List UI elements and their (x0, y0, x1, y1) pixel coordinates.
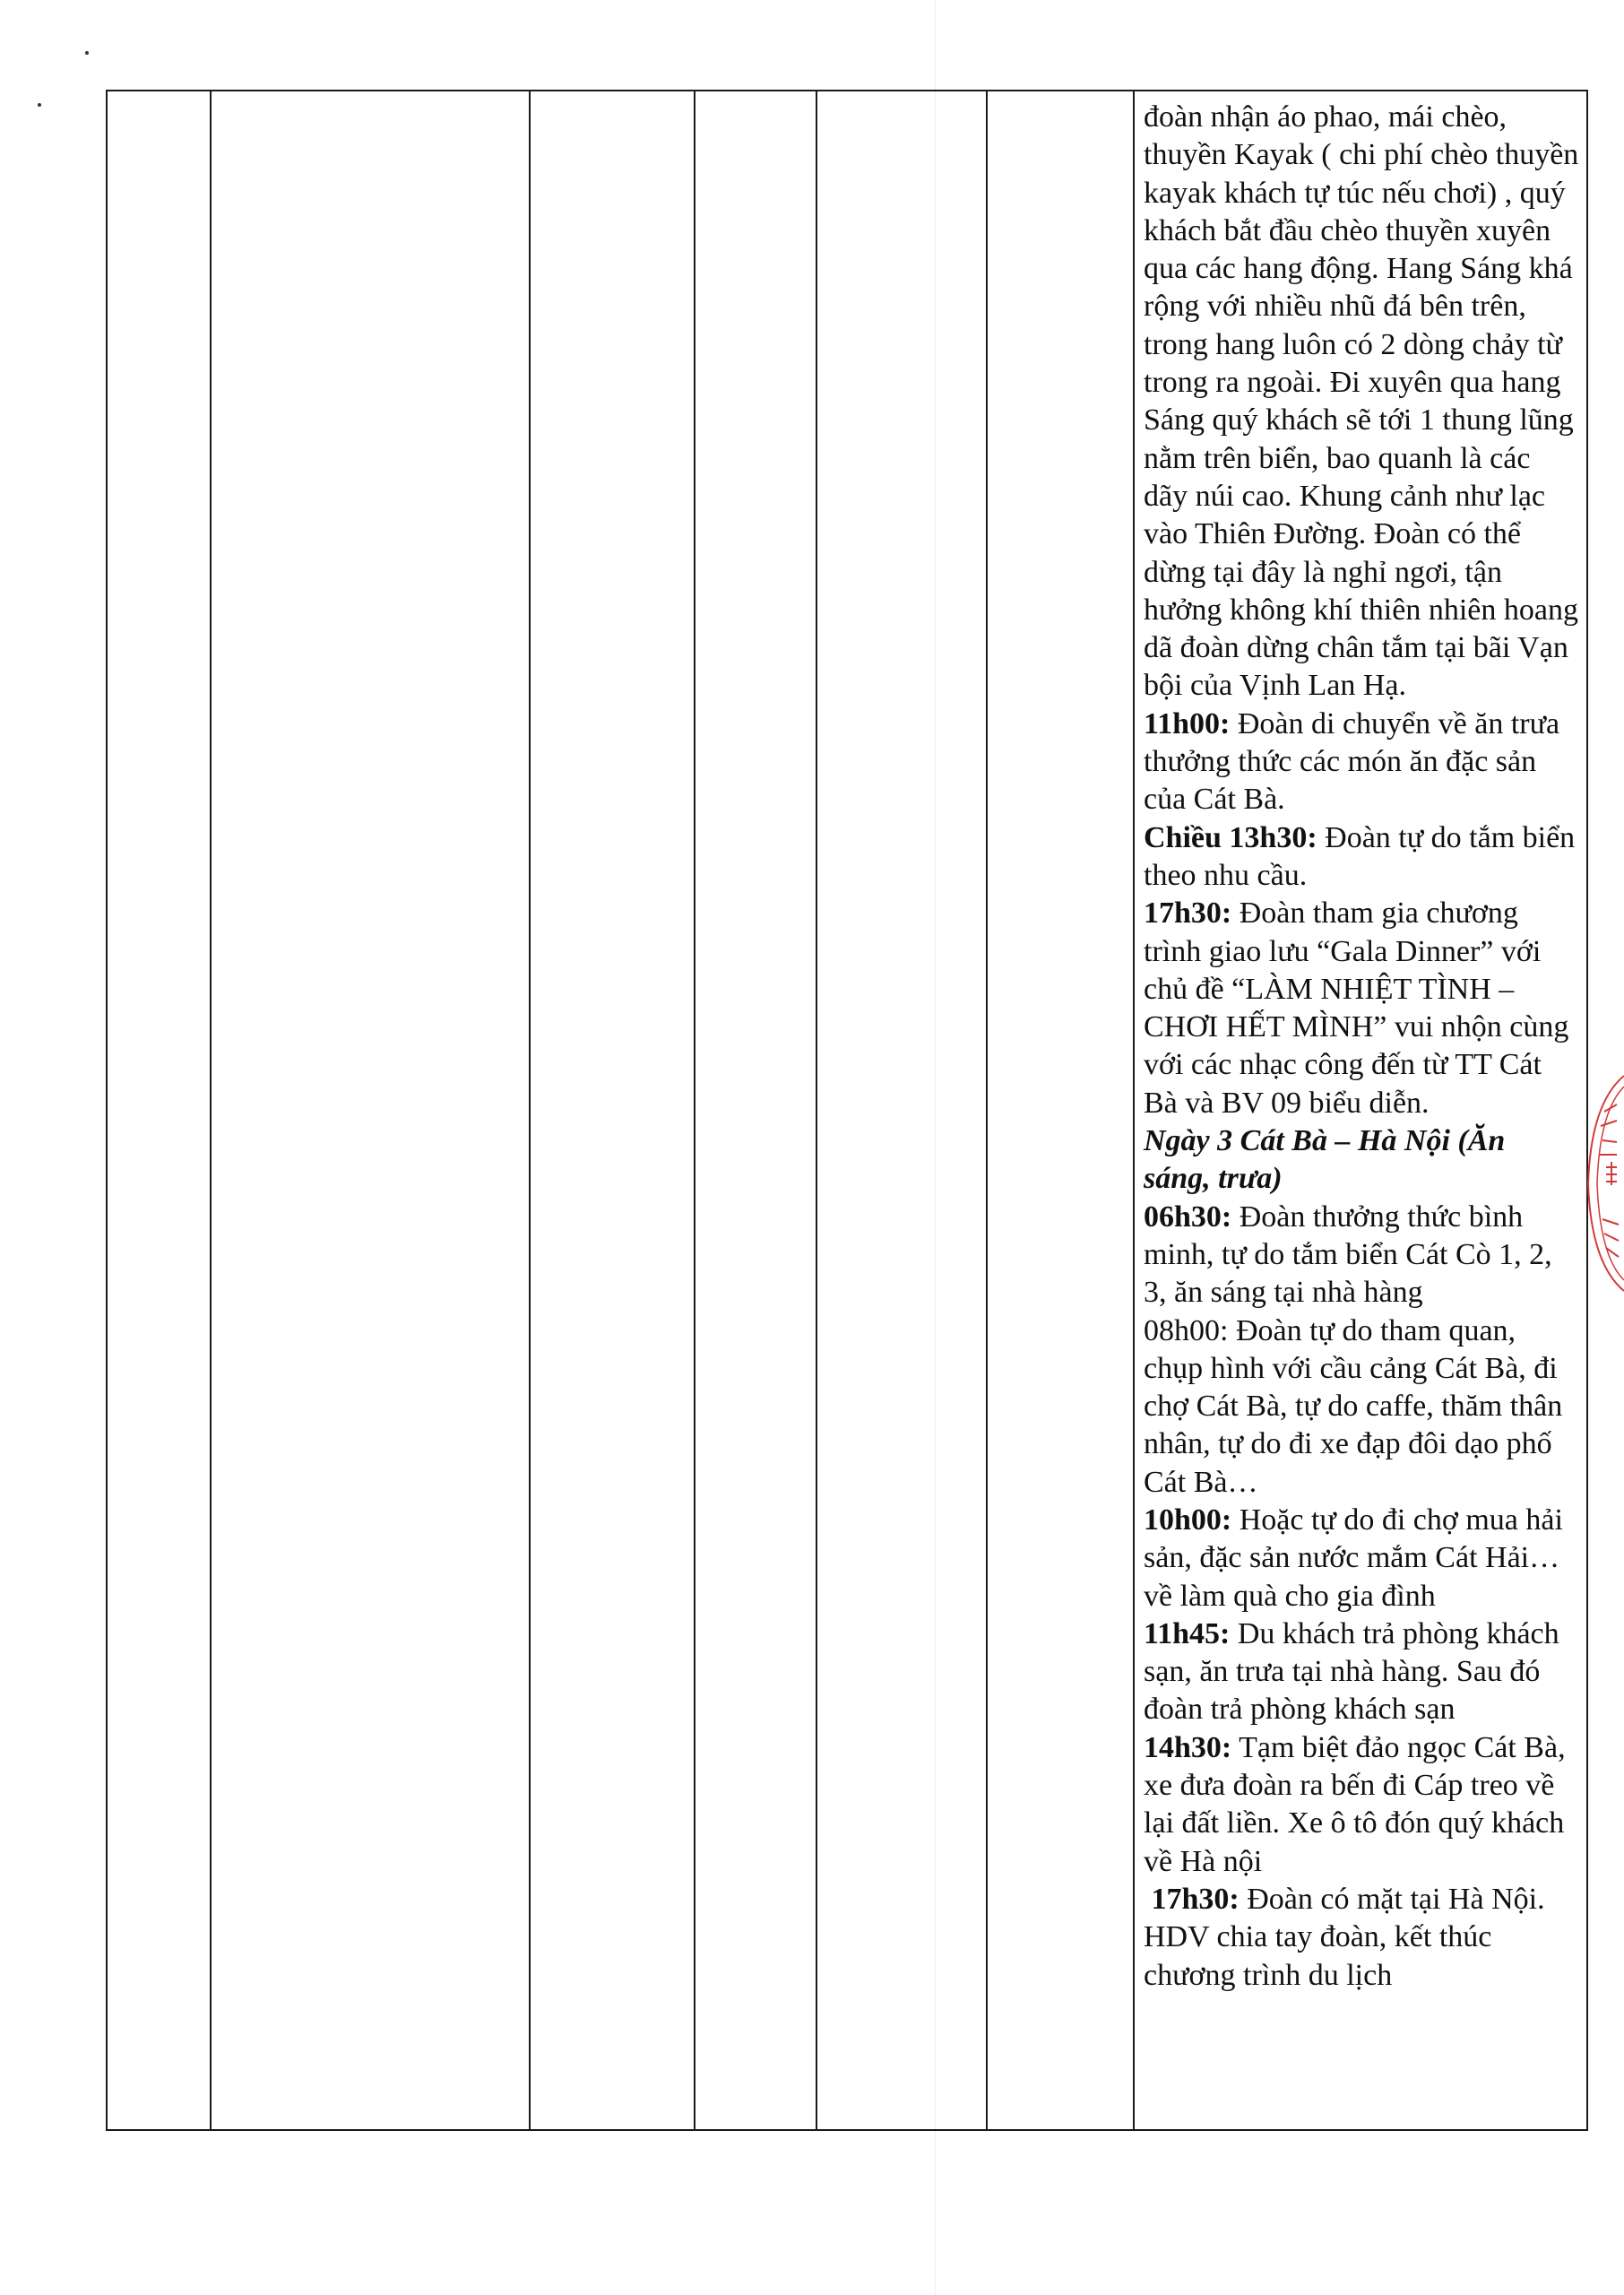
entry-text: Tạm biệt đảo ngọc Cát Bà, xe đưa đoàn ra bến đi Cáp treo về lại đất liền. Xe ô tô đón quý khách về Hà nội (1144, 1730, 1566, 1878)
table-cell-empty (816, 91, 987, 2130)
table-cell-empty (987, 91, 1134, 2130)
day-heading: Ngày 3 Cát Bà – Hà Nội (Ăn sáng, trưa) (1144, 1124, 1506, 1196)
entry-time: 11h00: (1144, 706, 1231, 740)
itinerary-entry (1144, 1729, 1579, 1881)
itinerary-entry (1144, 1199, 1579, 1312)
itinerary-entry (1144, 1881, 1579, 1995)
scan-speck (85, 51, 89, 55)
itinerary-entry: 08h00: Đoàn tự do tham quan, chụp hình với cầu cảng Cát Bà, đi chợ Cát Bà, tự do caffe, thăm thân nhân, tự do đi xe đạp đôi dạo phố Cát Bà… (1144, 1313, 1563, 1499)
entry-text: Du khách trả phòng khách sạn, ăn trưa tại nhà hàng. Sau đó đoàn trả phòng khách sạn (1144, 1616, 1559, 1727)
entry-time: 06h30: (1144, 1199, 1232, 1234)
entry-time: 17h30: (1144, 1882, 1240, 1916)
entry-time: 17h30: (1144, 896, 1232, 931)
intro-paragraph: đoàn nhận áo phao, mái chèo, thuyền Kayak ( chi phí chèo thuyền kayak khách tự túc nếu chơi) , quý khách bắt đầu chèo thuyền xuyên qua các hang động. Hang Sáng khá rộng với nhiều nhũ đá bên trên, trong hang luôn có 2 dòng chảy từ trong ra ngoài. Đi xuyên qua hang Sáng quý khách sẽ tới 1 thung lũng nằm trên biển, bao quanh là các dãy núi cao. Khung cảnh như lạc vào Thiên Đường. Đoàn có thể dừng tại đây là nghỉ ngơi, tận hưởng không khí thiên nhiên hoang dã đoàn dừng chân tắm tại bãi Vạn bội của Vịnh Lan Hạ. (1144, 100, 1579, 703)
table-cell-empty (211, 91, 530, 2130)
entry-time: 11h45: (1144, 1616, 1231, 1650)
table-cell-empty (107, 91, 211, 2130)
itinerary-entry (1144, 706, 1579, 819)
entry-text: Đoàn thưởng thức bình minh, tự do tắm biển Cát Cò 1, 2, 3, ăn sáng tại nhà hàng (1144, 1199, 1552, 1310)
itinerary-entry (1144, 1615, 1579, 1729)
entry-text: Đoàn tự do tắm biển theo nhu cầu. (1144, 820, 1576, 892)
itinerary-entry (1144, 1502, 1579, 1615)
table-cell-empty (530, 91, 695, 2130)
red-seal-stamp-partial (1583, 1067, 1624, 1300)
entry-text: Hoặc tự do đi chợ mua hải sản, đặc sản nước mắm Cát Hải… về làm quà cho gia đình (1144, 1503, 1563, 1613)
entry-text: Đoàn di chuyển về ăn trưa thưởng thức các món ăn đặc sản của Cát Bà. (1144, 706, 1560, 817)
entry-text: Đoàn có mặt tại Hà Nội. HDV chia tay đoàn, kết thúc chương trình du lịch (1144, 1882, 1545, 1992)
entry-time: 14h30: (1144, 1730, 1232, 1764)
itinerary-entry (1144, 895, 1579, 1122)
itinerary-entry (1144, 819, 1579, 896)
table-row (107, 91, 1587, 2130)
entry-text: Đoàn tham gia chương trình giao lưu “Gala Dinner” với chủ đề “LÀM NHIỆT TÌNH – CHƠI HẾT MÌNH” vui nhộn cùng với các nhạc công đến từ TT Cát Bà và BV 09 biểu diễn. (1144, 896, 1569, 1120)
table-cell-empty (695, 91, 816, 2130)
itinerary-content-cell (1134, 91, 1587, 2130)
scan-speck (38, 103, 41, 107)
entry-time: 10h00: (1144, 1503, 1232, 1537)
itinerary-table (106, 90, 1588, 2131)
entry-time: Chiều 13h30: (1144, 820, 1317, 854)
